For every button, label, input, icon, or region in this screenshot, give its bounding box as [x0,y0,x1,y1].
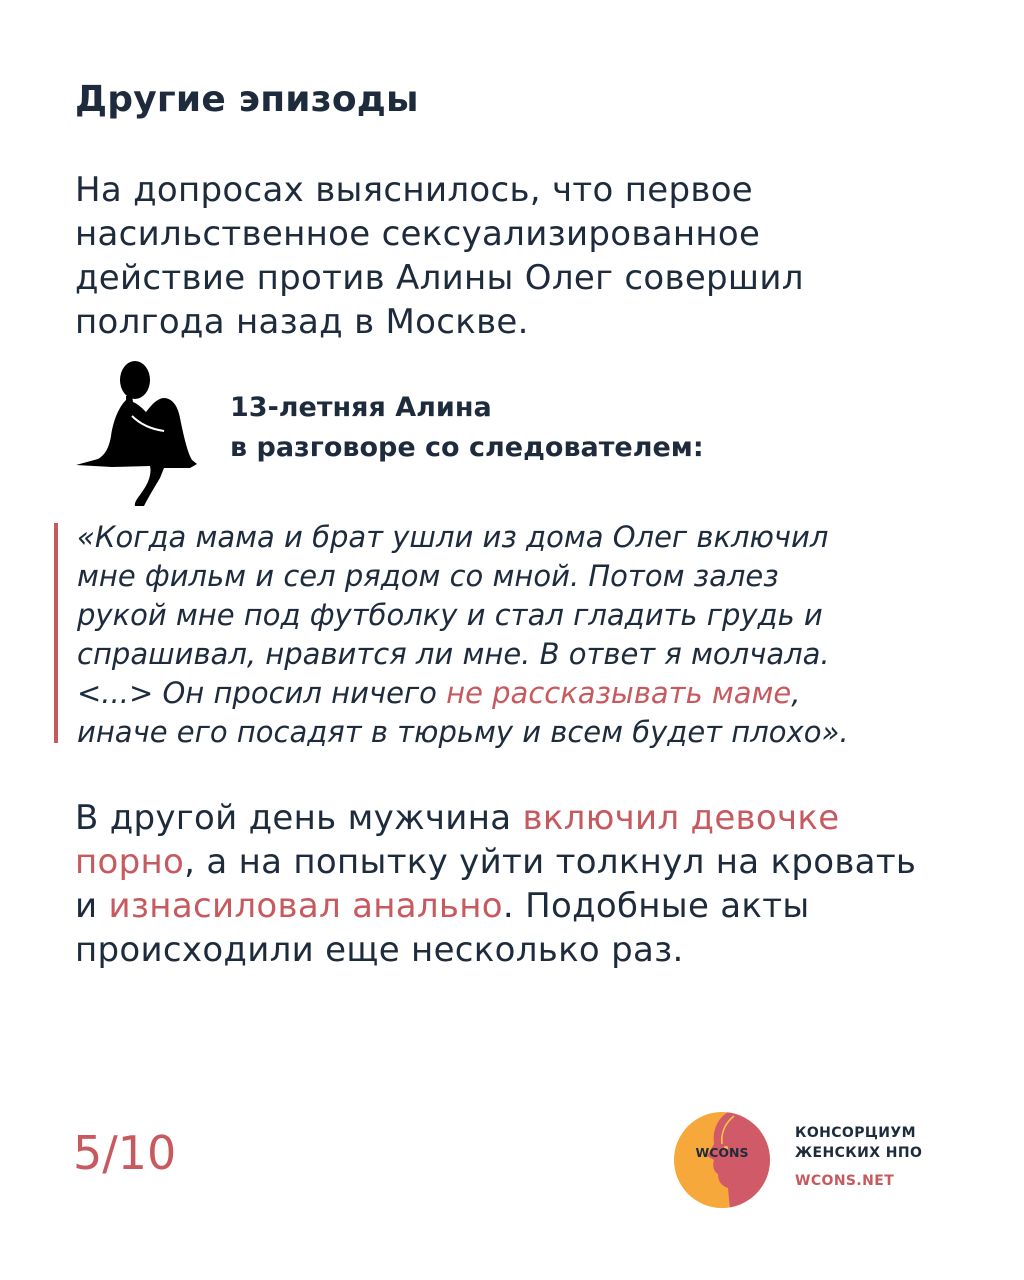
speaker-context: в разговоре со следователем: [230,432,704,463]
quote-line [77,557,849,596]
followup-text: и [75,886,109,926]
quote-line [77,635,849,674]
quote-text: «Когда мама и брат ушли из дома Олег включил [77,520,829,554]
quote-text: иначе его посадят в тюрьму и всем будет плохо». [77,715,849,749]
followup-highlight: включил девочке [522,798,840,838]
logo-name-line1: КОНСОРЦИУМ [795,1125,916,1141]
followup-paragraph [75,796,916,972]
followup-text: . Подобные акты [502,886,810,926]
silhouette-head [120,361,150,399]
speaker-name: 13-летняя Алина [230,392,492,423]
logo-badge-text: WCONS [695,1145,749,1160]
slide-title: Другие эпизоды [75,79,419,120]
quote-line [77,596,849,635]
wcons-logo-icon [672,1110,772,1210]
intro-line: действие против Алины Олег совершил [75,258,804,298]
followup-highlight: изнасиловал анально [108,886,503,926]
quote-highlight: не рассказывать маме [446,676,792,710]
followup-line [75,928,916,972]
intro-paragraph [75,168,804,344]
followup-text: В другой день мужчина [75,798,523,838]
quote-line [77,518,849,557]
quote-text: рукой мне под футболку и стал гладить грудь и [77,598,823,632]
quote-text: мне фильм и сел рядом со мной. Потом залез [77,559,779,593]
logo-name-line2: ЖЕНСКИХ НПО [795,1145,923,1161]
followup-line [75,840,916,884]
followup-line [75,884,916,928]
quote-line [77,674,849,713]
intro-line: полгода назад в Москве. [75,302,529,342]
logo-url: WCONS.NET [795,1173,895,1189]
quote-text: спрашивал, нравится ли мне. В ответ я молчала. [77,637,830,671]
quote-accent-bar [54,523,58,743]
intro-line: На допросах выяснилось, что первое [75,170,754,210]
silhouette-body [76,396,197,506]
victim-quote [77,518,849,752]
quote-text: , [791,676,801,710]
intro-line: насильственное сексуализированное [75,214,761,254]
girl-silhouette-icon [72,358,202,508]
followup-line [75,796,916,840]
quote-text: <...> Он просил ничего [77,676,447,710]
logo-caption [795,1123,922,1191]
followup-text: , а на попытку уйти толкнул на кровать [184,842,917,882]
followup-highlight: порно [75,842,185,882]
speaker-caption [230,388,704,468]
quote-line [77,713,849,752]
page-counter: 5/10 [73,1126,177,1180]
followup-text: происходили еще несколько раз. [75,930,684,970]
